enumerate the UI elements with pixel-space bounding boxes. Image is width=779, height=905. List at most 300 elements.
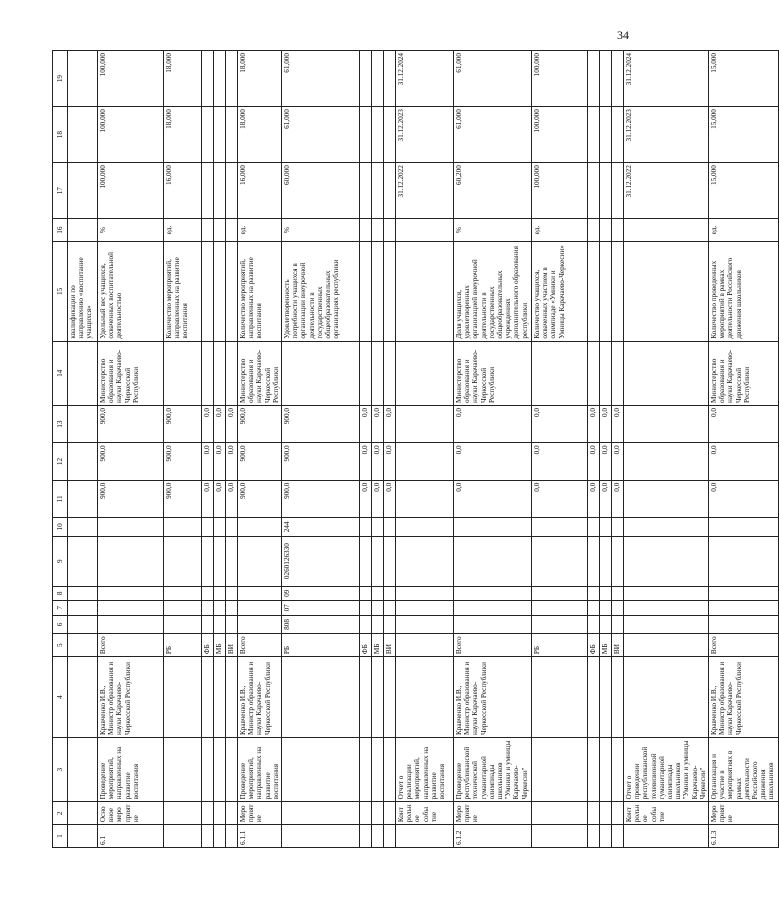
- table-cell: [282, 825, 360, 848]
- table-cell: Количество учащихся, охваченных участием в олимпиаде «Умники и Умницы Карачаево-Черкесии»: [532, 242, 588, 342]
- table-cell: 900,0: [282, 480, 360, 517]
- table-cell: [396, 443, 454, 480]
- table-cell: [396, 341, 454, 405]
- table-cell: [384, 219, 396, 242]
- table-cell: [202, 601, 214, 616]
- table-cell: 0,0: [532, 443, 588, 480]
- table-cell: 31.12.2023: [624, 107, 709, 163]
- table-cell: 31.12.2022: [624, 163, 709, 219]
- table-cell: [202, 586, 214, 601]
- table-cell: 0,0: [226, 480, 238, 517]
- header-row: [53, 51, 68, 848]
- page-number: 34: [617, 28, 629, 42]
- table-cell: [98, 536, 164, 586]
- table-cell: [68, 405, 98, 442]
- table-cell: [612, 615, 624, 634]
- table-cell: [164, 586, 202, 601]
- table-cell: РБ: [282, 634, 360, 657]
- table-cell: [164, 802, 202, 825]
- table-cell: 09: [282, 586, 360, 601]
- table-cell: 0,0: [372, 480, 384, 517]
- table-cell: Доля учащихся, удовлетворенных организацией внеурочной деятельности в государственных общеобразовательных учреждениях дополнительного образования республики: [454, 242, 532, 342]
- table-cell: 0,0: [372, 443, 384, 480]
- table-row: [396, 51, 454, 848]
- header-cell: 2: [53, 802, 68, 825]
- table-cell: [238, 518, 282, 537]
- table-cell: 900,0: [164, 480, 202, 517]
- table-cell: [226, 586, 238, 601]
- table-cell: [612, 51, 624, 107]
- header-cell: 10: [53, 518, 68, 537]
- table-cell: Проведение мероприятий, направленных на развитие воспитания: [98, 738, 164, 802]
- table-row: [372, 51, 384, 848]
- header-cell: 12: [53, 443, 68, 480]
- table-cell: %: [454, 219, 532, 242]
- header-cell: 9: [53, 536, 68, 586]
- table-cell: Количество мероприятий, направленных на развитие воспитания: [164, 242, 202, 342]
- table-cell: [226, 341, 238, 405]
- table-cell: [600, 825, 612, 848]
- table-cell: [202, 163, 214, 219]
- table-cell: [396, 219, 454, 242]
- table-cell: [360, 341, 372, 405]
- table-cell: [454, 615, 532, 634]
- table-cell: [624, 536, 709, 586]
- table-cell: 100,000: [98, 107, 164, 163]
- table-cell: 0,0: [372, 405, 384, 442]
- table-cell: 0,0: [454, 405, 532, 442]
- table-cell: Кравченко И.В., Министр образования и науки Карачаево-Черкесской Республики: [238, 657, 282, 738]
- table-cell: [384, 601, 396, 616]
- table-cell: [588, 615, 600, 634]
- table-cell: [384, 615, 396, 634]
- table-cell: [396, 657, 454, 738]
- table-cell: [164, 536, 202, 586]
- table-cell: [709, 518, 779, 537]
- table-cell: [454, 601, 532, 616]
- table-cell: [624, 586, 709, 601]
- table-cell: [384, 536, 396, 586]
- table-cell: [214, 163, 226, 219]
- table-cell: [588, 107, 600, 163]
- table-cell: [588, 825, 600, 848]
- table-cell: [226, 825, 238, 848]
- table-cell: [214, 242, 226, 342]
- table-cell: [214, 586, 226, 601]
- table-cell: Министерство образования и науки Карачаево-Черкесской Республики: [98, 341, 164, 405]
- table-row: [360, 51, 372, 848]
- table-cell: [396, 586, 454, 601]
- table-cell: Министерство образования и науки Карачаево-Черкесской Республики: [454, 341, 532, 405]
- table-cell: [624, 825, 709, 848]
- table-cell: [214, 825, 226, 848]
- table-cell: 60,000: [282, 163, 360, 219]
- table-cell: [624, 601, 709, 616]
- table-cell: Удовлетворенность потребности учащихся в организации внеурочной деятельности в государственных общеобразовательных организациях республики: [282, 242, 360, 342]
- table-cell: 6.1.1: [238, 825, 282, 848]
- table-cell: [532, 518, 588, 537]
- table-cell: [372, 163, 384, 219]
- table-cell: 0,0: [384, 405, 396, 442]
- table-cell: 900,0: [164, 443, 202, 480]
- table-cell: 31.12.2024: [624, 51, 709, 107]
- table-row: [454, 51, 532, 848]
- table-cell: [600, 536, 612, 586]
- table-cell: [372, 615, 384, 634]
- table-row: [164, 51, 202, 848]
- header-cell: 16: [53, 219, 68, 242]
- table-cell: [226, 615, 238, 634]
- table-cell: 6.1: [98, 825, 164, 848]
- table-cell: [282, 738, 360, 802]
- table-cell: Мероприятие: [454, 802, 532, 825]
- table-cell: 0,0: [612, 480, 624, 517]
- table-cell: 0,0: [202, 480, 214, 517]
- table-cell: [384, 586, 396, 601]
- table-cell: [202, 802, 214, 825]
- table-cell: 900,0: [238, 443, 282, 480]
- table-cell: [532, 341, 588, 405]
- table-cell: [624, 219, 709, 242]
- table-row: [226, 51, 238, 848]
- table-cell: [214, 341, 226, 405]
- table-cell: [226, 657, 238, 738]
- table-cell: [68, 536, 98, 586]
- table-cell: МБ: [372, 634, 384, 657]
- table-cell: 0,0: [600, 405, 612, 442]
- table-cell: [396, 601, 454, 616]
- table-cell: [600, 738, 612, 802]
- table-cell: [624, 242, 709, 342]
- table-cell: [226, 107, 238, 163]
- table-cell: 60,200: [454, 163, 532, 219]
- table-cell: [384, 341, 396, 405]
- table-cell: [282, 341, 360, 405]
- program-table: [52, 50, 779, 848]
- table-cell: [360, 825, 372, 848]
- table-cell: 900,0: [282, 405, 360, 442]
- table-cell: [372, 242, 384, 342]
- table-cell: [360, 219, 372, 242]
- table-cell: [360, 107, 372, 163]
- table-cell: [372, 107, 384, 163]
- table-cell: 900,0: [238, 480, 282, 517]
- table-cell: 0,0: [454, 443, 532, 480]
- table-cell: [624, 480, 709, 517]
- table-cell: [202, 518, 214, 537]
- table-cell: Всего: [98, 634, 164, 657]
- table-cell: 31.12.2023: [396, 107, 454, 163]
- table-cell: [360, 601, 372, 616]
- table-cell: [360, 615, 372, 634]
- header-cell: 8: [53, 586, 68, 601]
- table-cell: 0,0: [612, 405, 624, 442]
- table-cell: 900,0: [164, 405, 202, 442]
- table-cell: [454, 518, 532, 537]
- table-cell: ед.: [709, 219, 779, 242]
- table-row: [612, 51, 624, 848]
- table-cell: [624, 405, 709, 442]
- table-cell: [588, 738, 600, 802]
- table-cell: [384, 738, 396, 802]
- table-cell: [68, 480, 98, 517]
- table-cell: 0,0: [226, 405, 238, 442]
- table-cell: [384, 107, 396, 163]
- table-cell: 0,0: [360, 443, 372, 480]
- table-cell: [624, 341, 709, 405]
- table-cell: Всего: [454, 634, 532, 657]
- table-cell: ед.: [238, 219, 282, 242]
- table-cell: [68, 802, 98, 825]
- table-row: [624, 51, 709, 848]
- table-cell: 61,000: [282, 51, 360, 107]
- table-cell: 0,0: [202, 405, 214, 442]
- table-cell: [709, 601, 779, 616]
- table-cell: [588, 657, 600, 738]
- table-cell: [612, 163, 624, 219]
- table-cell: 0,0: [226, 443, 238, 480]
- table-cell: [600, 341, 612, 405]
- table-cell: [612, 802, 624, 825]
- table-cell: [384, 51, 396, 107]
- table-cell: ВИ: [226, 634, 238, 657]
- header-cell: 4: [53, 657, 68, 738]
- table-cell: Министерство образования и науки Карачаево-Черкесской Республики: [238, 341, 282, 405]
- table-cell: 6.1.2: [454, 825, 532, 848]
- table-cell: [360, 518, 372, 537]
- table-cell: [164, 518, 202, 537]
- table-cell: [454, 536, 532, 586]
- header-cell: 11: [53, 480, 68, 517]
- table-cell: [600, 518, 612, 537]
- table-cell: [396, 480, 454, 517]
- table-cell: [68, 443, 98, 480]
- table-cell: 0,0: [588, 480, 600, 517]
- table-cell: [68, 107, 98, 163]
- table-cell: [164, 738, 202, 802]
- table-cell: 0,0: [214, 480, 226, 517]
- table-cell: ФБ: [360, 634, 372, 657]
- table-cell: Организация и участие в мероприятиях в рамках деятельности Российского движения школьников: [709, 738, 779, 802]
- table-cell: [226, 242, 238, 342]
- table-cell: [600, 163, 612, 219]
- table-cell: [372, 536, 384, 586]
- table-cell: [68, 634, 98, 657]
- table-cell: 31.12.2022: [396, 163, 454, 219]
- table-cell: [396, 536, 454, 586]
- header-cell: 15: [53, 242, 68, 342]
- table-cell: 15,000: [709, 107, 779, 163]
- table-cell: [384, 802, 396, 825]
- table-cell: [600, 657, 612, 738]
- table-cell: 100,000: [98, 163, 164, 219]
- table-cell: [588, 601, 600, 616]
- table-cell: [238, 536, 282, 586]
- table-cell: [214, 615, 226, 634]
- table-cell: [624, 634, 709, 657]
- table-cell: [396, 825, 454, 848]
- table-cell: 0,0: [709, 405, 779, 442]
- table-cell: [372, 825, 384, 848]
- table-cell: [202, 107, 214, 163]
- table-cell: [532, 615, 588, 634]
- table-cell: 0,0: [454, 480, 532, 517]
- table-cell: Проведение мероприятий, направленных на развитие воспитания: [238, 738, 282, 802]
- table-cell: 16,000: [164, 163, 202, 219]
- table-cell: [384, 657, 396, 738]
- table-cell: [709, 615, 779, 634]
- table-cell: [612, 657, 624, 738]
- table-cell: [226, 51, 238, 107]
- table-cell: [612, 341, 624, 405]
- table-cell: [372, 51, 384, 107]
- table-cell: [202, 242, 214, 342]
- table-cell: 0,0: [588, 405, 600, 442]
- rotated-table-page: [52, 50, 776, 848]
- table-cell: Удельный вес учащихся, охваченных воспитательной деятельностью: [98, 242, 164, 342]
- table-cell: 18,000: [238, 51, 282, 107]
- table-cell: 0,0: [360, 480, 372, 517]
- table-cell: [588, 242, 600, 342]
- table-cell: 0,0: [214, 405, 226, 442]
- table-cell: 0,0: [532, 405, 588, 442]
- table-cell: [98, 518, 164, 537]
- table-cell: [612, 825, 624, 848]
- table-cell: [612, 107, 624, 163]
- table-cell: [360, 738, 372, 802]
- table-cell: Количество мероприятий, направленных на развитие воспитания: [238, 242, 282, 342]
- header-cell: 7: [53, 601, 68, 616]
- table-cell: Отчет о реализации мероприятий, направленных на развитие воспитания: [396, 738, 454, 802]
- table-cell: [68, 341, 98, 405]
- table-cell: [600, 615, 612, 634]
- table-cell: [709, 536, 779, 586]
- table-cell: [98, 586, 164, 601]
- table-cell: [612, 536, 624, 586]
- table-cell: [68, 518, 98, 537]
- table-cell: ВИ: [612, 634, 624, 657]
- table-cell: 900,0: [98, 480, 164, 517]
- table-cell: [396, 518, 454, 537]
- table-cell: [238, 586, 282, 601]
- table-cell: [624, 443, 709, 480]
- table-cell: Проведение республиканской технической гуманитарной олимпиады школьников "Умники и умницы Карачаево-Черкесии": [454, 738, 532, 802]
- table-cell: [396, 634, 454, 657]
- table-cell: [372, 601, 384, 616]
- table-cell: [68, 163, 98, 219]
- table-row: [600, 51, 612, 848]
- table-cell: Всего: [238, 634, 282, 657]
- table-cell: 31.12.2024: [396, 51, 454, 107]
- table-cell: Отчет о проведении республиканской телевизионной гуманитарной олимпиады школьников "Умники и умницы Карачаево-Черкесии": [624, 738, 709, 802]
- table-cell: [384, 242, 396, 342]
- table-cell: Кравченко И.В., Министр образования и науки Карачаево-Черкесской Республики: [98, 657, 164, 738]
- table-cell: [372, 219, 384, 242]
- table-cell: 0,0: [588, 443, 600, 480]
- table-cell: [600, 51, 612, 107]
- table-cell: 100,000: [532, 107, 588, 163]
- table-cell: 0,0: [532, 480, 588, 517]
- table-cell: 0,0: [202, 443, 214, 480]
- table-cell: [282, 802, 360, 825]
- table-cell: [532, 825, 588, 848]
- table-cell: 0,0: [709, 480, 779, 517]
- table-cell: Основное мероприятие: [98, 802, 164, 825]
- table-cell: [238, 615, 282, 634]
- table-cell: Министерство образования и науки Карачаево-Черкесской Республики: [709, 341, 779, 405]
- table-cell: ВИ: [384, 634, 396, 657]
- table-cell: [68, 601, 98, 616]
- table-row: [384, 51, 396, 848]
- table-cell: [384, 163, 396, 219]
- table-cell: [624, 657, 709, 738]
- table-cell: [532, 738, 588, 802]
- table-cell: [202, 615, 214, 634]
- table-cell: 15,000: [709, 163, 779, 219]
- table-cell: %: [98, 219, 164, 242]
- table-cell: 0,0: [709, 443, 779, 480]
- table-cell: 0,0: [384, 443, 396, 480]
- table-cell: %: [282, 219, 360, 242]
- table-cell: 16,000: [238, 163, 282, 219]
- table-cell: [164, 341, 202, 405]
- table-cell: [396, 242, 454, 342]
- header-cell: 18: [53, 107, 68, 163]
- table-cell: 15,000: [709, 51, 779, 107]
- table-cell: Мероприятие: [238, 802, 282, 825]
- table-cell: [226, 536, 238, 586]
- header-cell: 14: [53, 341, 68, 405]
- table-cell: [214, 518, 226, 537]
- table-cell: [226, 601, 238, 616]
- table-cell: [624, 615, 709, 634]
- table-cell: РБ: [532, 634, 588, 657]
- table-cell: [360, 536, 372, 586]
- table-cell: [214, 219, 226, 242]
- table-cell: [709, 586, 779, 601]
- table-cell: 900,0: [98, 405, 164, 442]
- table-cell: [372, 518, 384, 537]
- table-cell: 100,000: [98, 51, 164, 107]
- table-cell: 61,000: [454, 107, 532, 163]
- table-cell: [360, 802, 372, 825]
- header-cell: 13: [53, 405, 68, 442]
- table-cell: [532, 802, 588, 825]
- table-cell: МБ: [214, 634, 226, 657]
- header-cell: 19: [53, 51, 68, 107]
- table-cell: [226, 802, 238, 825]
- table-cell: [600, 802, 612, 825]
- table-cell: Мероприятие: [709, 802, 779, 825]
- table-cell: [454, 586, 532, 601]
- table-cell: 0,0: [384, 480, 396, 517]
- table-cell: [202, 657, 214, 738]
- table-cell: [214, 107, 226, 163]
- table-cell: [202, 219, 214, 242]
- table-cell: ед.: [164, 219, 202, 242]
- table-cell: [372, 738, 384, 802]
- table-row: [588, 51, 600, 848]
- table-cell: 61,000: [454, 51, 532, 107]
- table-cell: [214, 657, 226, 738]
- header-cell: 17: [53, 163, 68, 219]
- table-cell: ед.: [532, 219, 588, 242]
- table-cell: [624, 518, 709, 537]
- table-row: [709, 51, 779, 848]
- table-cell: [588, 219, 600, 242]
- table-cell: [68, 51, 98, 107]
- table-cell: Контрольное событие: [624, 802, 709, 825]
